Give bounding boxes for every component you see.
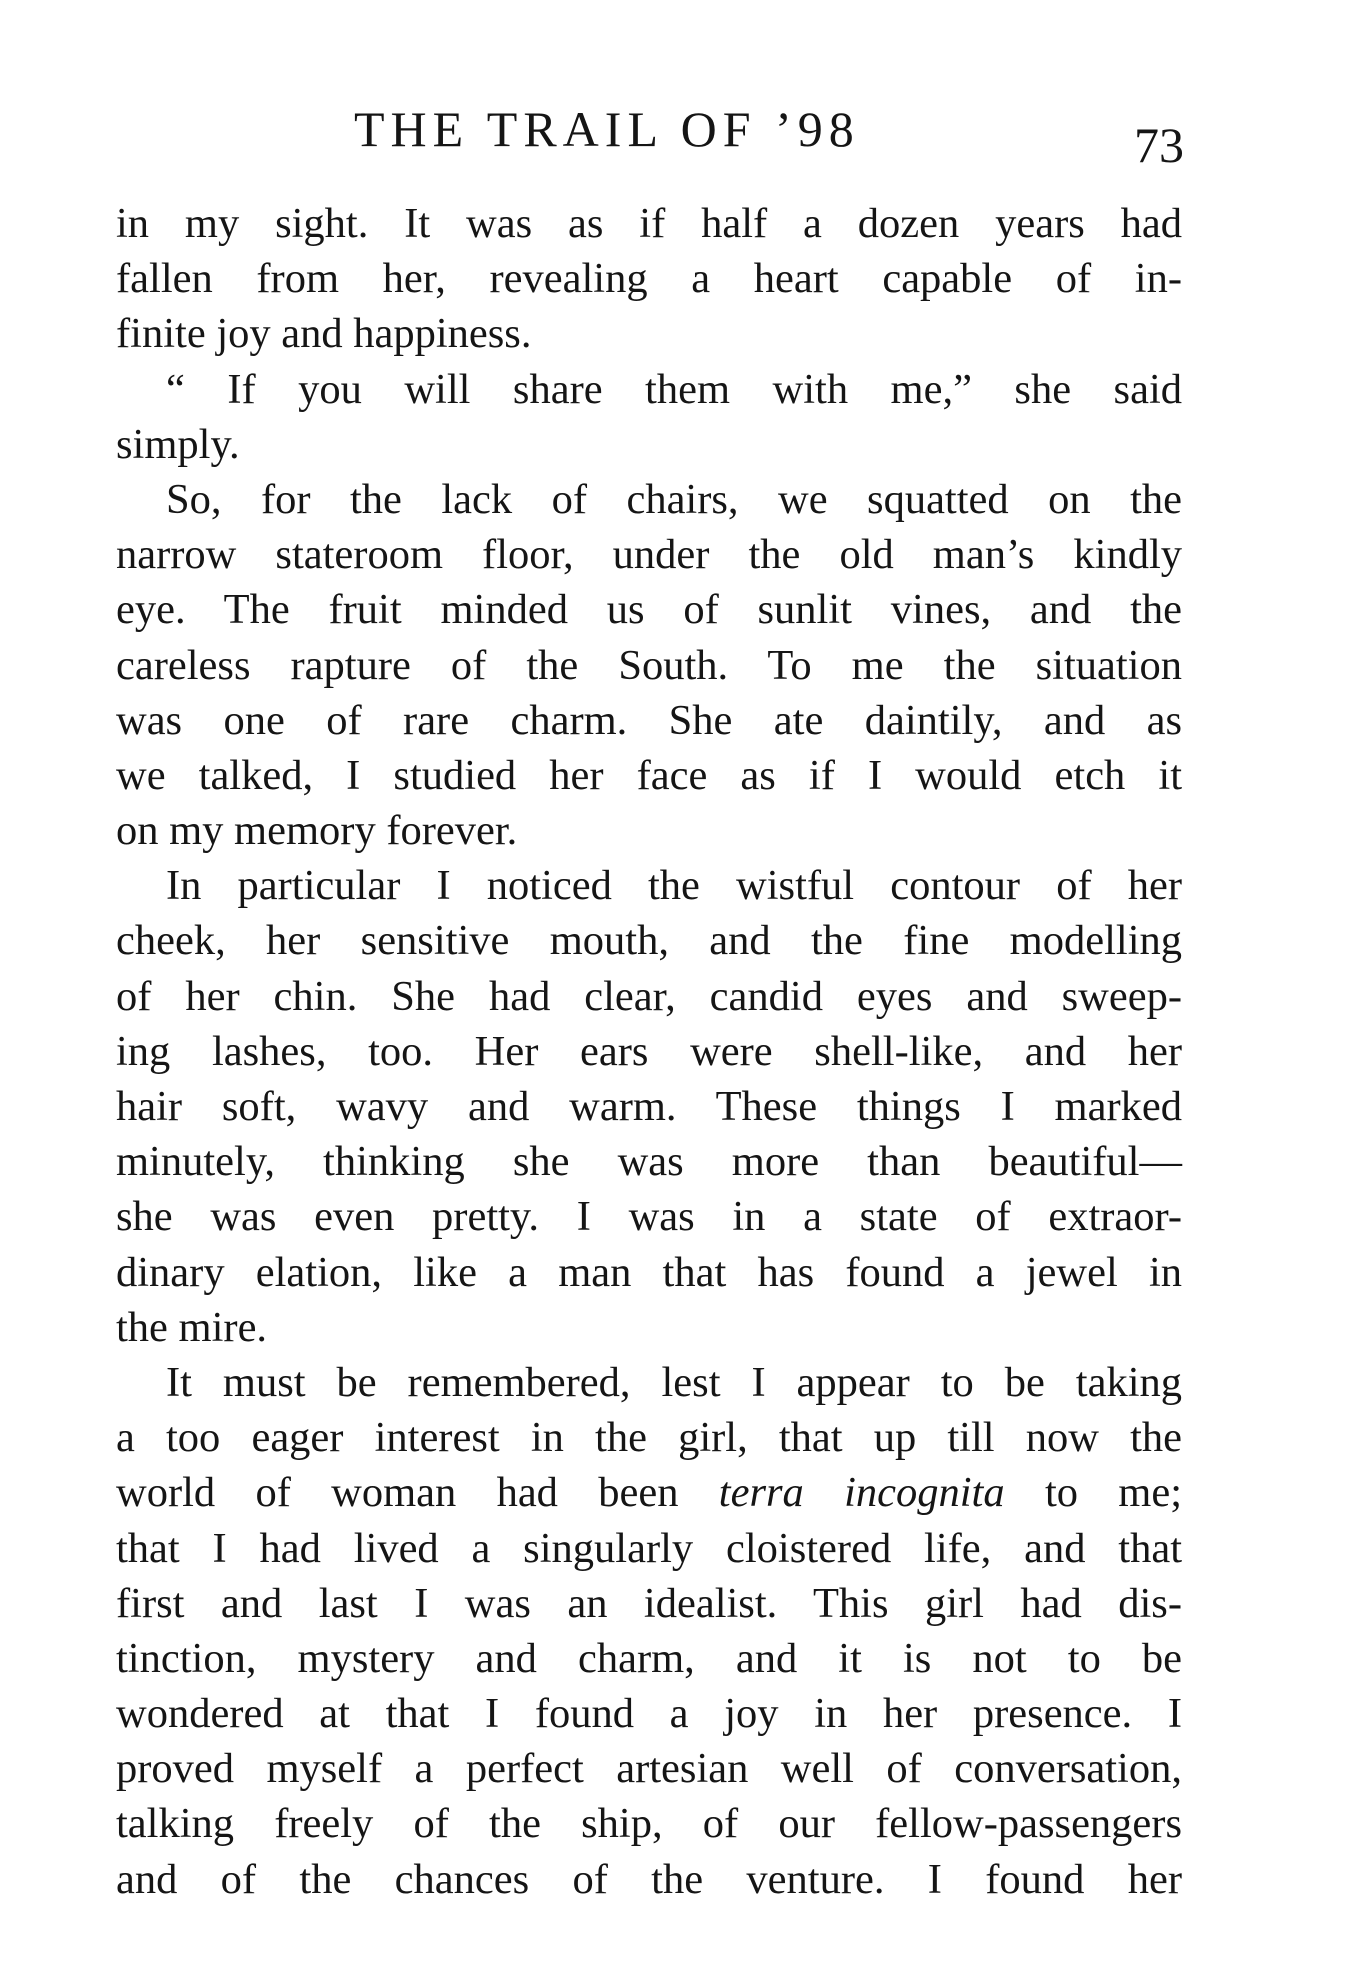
running-head bbox=[0, 100, 1361, 173]
text-line: she was even pretty. I was in a state of extraor- bbox=[116, 1193, 1182, 1241]
text-line: tinction, mystery and charm, and it is not to be bbox=[116, 1634, 1182, 1682]
text-line: fallen from her, revealing a heart capable of in- bbox=[116, 255, 1182, 303]
text-line: and of the chances of the venture. I found her bbox=[116, 1855, 1182, 1903]
text-line bbox=[116, 1465, 1182, 1520]
text-line: wondered at that I found a joy in her presence. I bbox=[116, 1690, 1182, 1738]
page-number: 73 bbox=[1134, 117, 1184, 173]
text-line: finite joy and happiness. bbox=[116, 310, 532, 358]
text-line: the mire. bbox=[116, 1303, 268, 1351]
text-line: talking freely of the ship, of our fellow-passengers bbox=[116, 1800, 1182, 1848]
running-title: THE TRAIL OF ’98 bbox=[354, 101, 860, 157]
text-line: In particular I noticed the wistful contour of her bbox=[166, 862, 1182, 910]
body-text bbox=[116, 196, 1182, 1907]
text-line: careless rapture of the South. To me the situation bbox=[116, 641, 1182, 689]
text-line: narrow stateroom floor, under the old man’s kindly bbox=[116, 531, 1182, 579]
italic-phrase: terra incognita bbox=[718, 1469, 1005, 1517]
text-run: to me; bbox=[1044, 1469, 1183, 1517]
text-line: a too eager interest in the girl, that up till now the bbox=[116, 1414, 1182, 1462]
text-line: minutely, thinking she was more than beautiful— bbox=[116, 1138, 1182, 1186]
text-line: proved myself a perfect artesian well of conversation, bbox=[116, 1745, 1182, 1793]
text-line: on my memory forever. bbox=[116, 807, 518, 855]
text-line: hair soft, wavy and warm. These things I marked bbox=[116, 1083, 1182, 1130]
text-line: simply. bbox=[116, 420, 240, 468]
text-line: It must be remembered, lest I appear to be taking bbox=[166, 1358, 1182, 1406]
text-line: ing lashes, too. Her ears were shell-like, and her bbox=[116, 1027, 1182, 1075]
text-line: that I had lived a singularly cloistered life, and that bbox=[116, 1524, 1182, 1572]
text-line: dinary elation, like a man that has found a jewel in bbox=[116, 1248, 1182, 1296]
text-line: eye. The fruit minded us of sunlit vines, and the bbox=[116, 586, 1182, 634]
text-run: world of woman had been bbox=[116, 1469, 679, 1517]
text-line: So, for the lack of chairs, we squatted on the bbox=[166, 475, 1182, 523]
text-line: cheek, her sensitive mouth, and the fine modelling bbox=[116, 917, 1182, 965]
text-line: we talked, I studied her face as if I would etch it bbox=[116, 751, 1182, 799]
text-line: of her chin. She had clear, candid eyes and sweep- bbox=[116, 972, 1182, 1020]
text-line: in my sight. It was as if half a dozen years had bbox=[116, 200, 1182, 247]
text-line: was one of rare charm. She ate daintily, and as bbox=[116, 696, 1182, 744]
text-line: “ If you will share them with me,” she said bbox=[166, 365, 1182, 413]
text-line: first and last I was an idealist. This girl had dis- bbox=[116, 1579, 1182, 1627]
